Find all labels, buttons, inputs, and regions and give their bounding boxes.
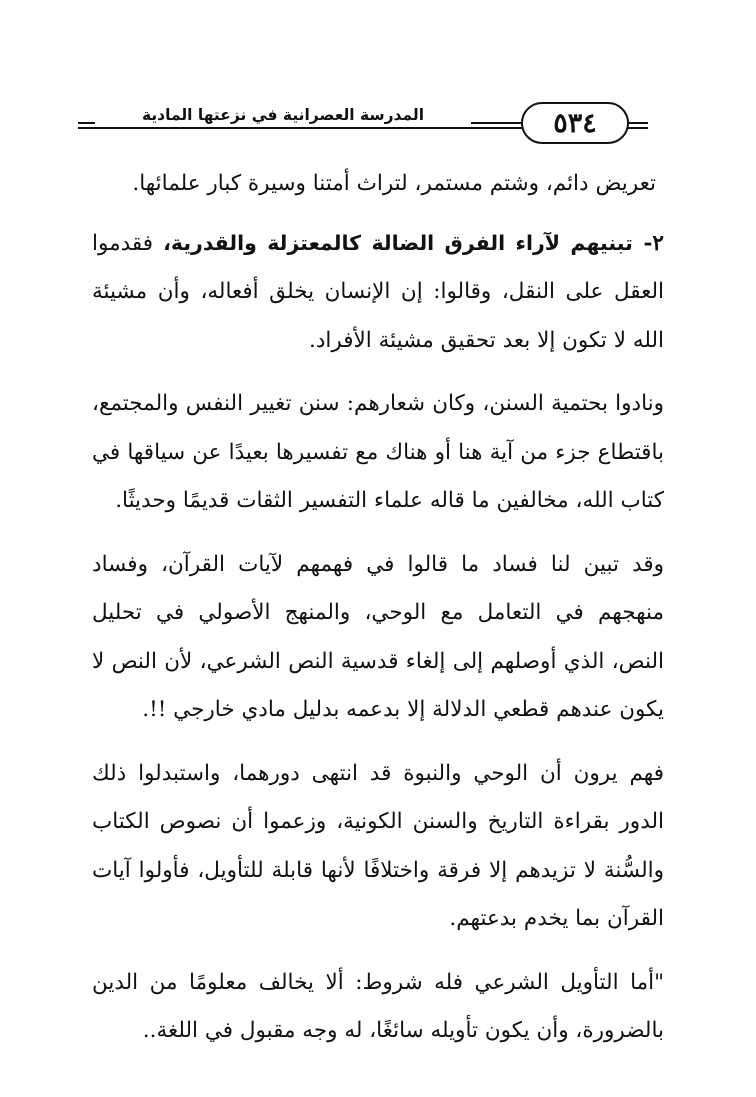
paragraph-4	[92, 541, 664, 735]
paragraph-3-text: ونادوا بحتمية السنن، وكان شعارهم: سنن تغيير النفس والمجتمع، باقتطاع جزء من آية هنا أو هناك مع تفسيرها بعيدًا عن سياقها في كتاب الله، مخالفين ما قاله علماء التفسير الثقات قديمًا وحديثًا.	[92, 391, 664, 513]
page-number: ٥٣٤	[553, 107, 597, 139]
paragraph-6-text: "أما التأويل الشرعي فله شروط: ألا يخالف معلومًا من الدين بالضرورة، وأن يكون تأويله سائغًا، له وجه مقبول في اللغة..	[92, 969, 664, 1043]
badge-ornament	[629, 120, 648, 130]
paragraph-4-text: وقد تبين لنا فساد ما قالوا في فهمهم لآيات القرآن، وفساد منهجهم في التعامل مع الوحي، والمنهج الأصولي في تحليل النص، الذي أوصلهم إلى إلغاء قدسية النص الشرعي، لأن النص لا يكون عندهم قطعي الدلالة إلا بدعمه بدليل مادي خارجي !!.	[92, 551, 664, 722]
running-title-box	[95, 104, 471, 126]
paragraph-1	[92, 160, 664, 209]
paragraph-5	[92, 750, 664, 944]
paragraph-3	[92, 380, 664, 526]
numbered-item-2	[92, 219, 664, 366]
page-number-badge	[521, 102, 629, 144]
paragraph-6	[92, 959, 664, 1056]
paragraph-5-text: فهم يرون أن الوحي والنبوة قد انتهى دورهما، واستبدلوا ذلك الدور بقراءة التاريخ والسنن الكونية، وزعموا أن نصوص الكتاب والسُّنة لا تزيدهم إلا فرقة واختلافًا لأنها قابلة للتأويل، فأولوا آيات القرآن بما يخدم بدعتهم.	[92, 760, 664, 931]
paragraph-1-text: تعريض دائم، وشتم مستمر، لتراث أمتنا وسيرة كبار علمائها.	[132, 171, 656, 196]
body-text	[92, 160, 664, 1071]
item-heading: تبنيهم لآراء الفرق الضالة كالمعتزلة والقدرية،	[163, 230, 633, 255]
running-header	[78, 92, 648, 152]
item-number: ٢-	[632, 230, 664, 256]
running-title: المدرسة العصرانية في نزعتها المادية	[132, 104, 434, 126]
item-text: فقدموا العقل على النقل، وقالوا: إن الإنسان يخلق أفعاله، وأن مشيئة الله لا تكون إلا بعد تحقيق مشيئة الأفراد.	[92, 230, 664, 353]
